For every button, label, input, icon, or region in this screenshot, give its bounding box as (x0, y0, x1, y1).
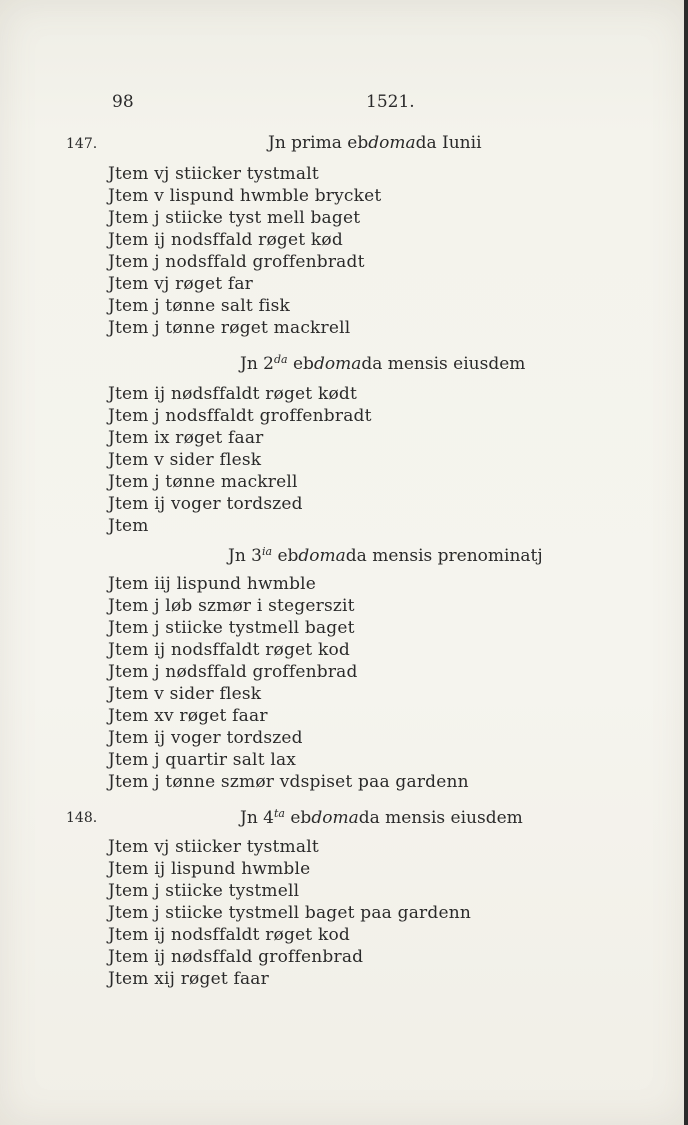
list-item: Jtem ij voger tordszed (108, 728, 303, 748)
list-item: Jtem j nodsffaldt groffenbradt (108, 406, 372, 426)
page-number: 98 (112, 92, 134, 112)
list-item: Jtem j stiicke tyst mell baget (108, 208, 361, 228)
week-heading: Jn $2^{da}$ ebdomada mensis eiusdem (240, 353, 526, 374)
page-year: 1521. (366, 92, 415, 112)
list-item: Jtem ix røget faar (108, 428, 264, 448)
week-heading: Jn prima ebdomada Iunii (268, 133, 482, 153)
list-item: Jtem j stiicke tystmell baget (108, 618, 355, 638)
list-item: Jtem ij nødsffald groffenbrad (108, 947, 364, 967)
list-item: Jtem (108, 516, 149, 536)
list-item: Jtem ij nødsffaldt røget kødt (108, 384, 357, 404)
list-item: Jtem v lispund hwmble brycket (108, 186, 382, 206)
list-item: Jtem j nødsffald groffenbrad (108, 662, 358, 682)
page-edge (684, 0, 688, 1125)
list-item: Jtem j tønne szmør vdspiset paa gardenn (108, 772, 469, 792)
list-item: Jtem iij lispund hwmble (108, 574, 317, 594)
list-item: Jtem vj stiicker tystmalt (108, 164, 319, 184)
list-item: Jtem v sider flesk (108, 450, 262, 470)
week-heading: Jn $4^{ta}$ ebdomada mensis eiusdem (240, 807, 523, 828)
list-item: Jtem ij voger tordszed (108, 494, 303, 514)
list-item: Jtem v sider flesk (108, 684, 262, 704)
list-item: Jtem j stiicke tystmell (108, 881, 300, 901)
list-item: Jtem vj røget far (108, 274, 254, 294)
list-item: Jtem j tønne mackrell (108, 472, 298, 492)
list-item: Jtem vj stiicker tystmalt (108, 837, 319, 857)
list-item: Jtem xij røget faar (108, 969, 269, 989)
list-item: Jtem ij nodsffaldt røget kod (108, 925, 350, 945)
section-number: 148. (66, 810, 98, 826)
list-item: Jtem j løb szmør i stegerszit (108, 596, 355, 616)
list-item: Jtem j tønne salt fisk (108, 296, 291, 316)
list-item: Jtem ij nodsffaldt røget kod (108, 640, 350, 660)
list-item: Jtem j nodsffald groffenbradt (108, 252, 365, 272)
week-heading: Jn $3^{ia}$ ebdomada mensis prenominatj (228, 545, 543, 566)
list-item: Jtem j stiicke tystmell baget paa gardenn (108, 903, 472, 923)
list-item: Jtem ij nodsffald røget kød (108, 230, 343, 250)
list-item: Jtem j tønne røget mackrell (108, 318, 351, 338)
section-number: 147. (66, 136, 98, 152)
list-item: Jtem xv røget faar (108, 706, 268, 726)
list-item: Jtem ij lispund hwmble (108, 859, 311, 879)
list-item: Jtem j quartir salt lax (108, 750, 297, 770)
